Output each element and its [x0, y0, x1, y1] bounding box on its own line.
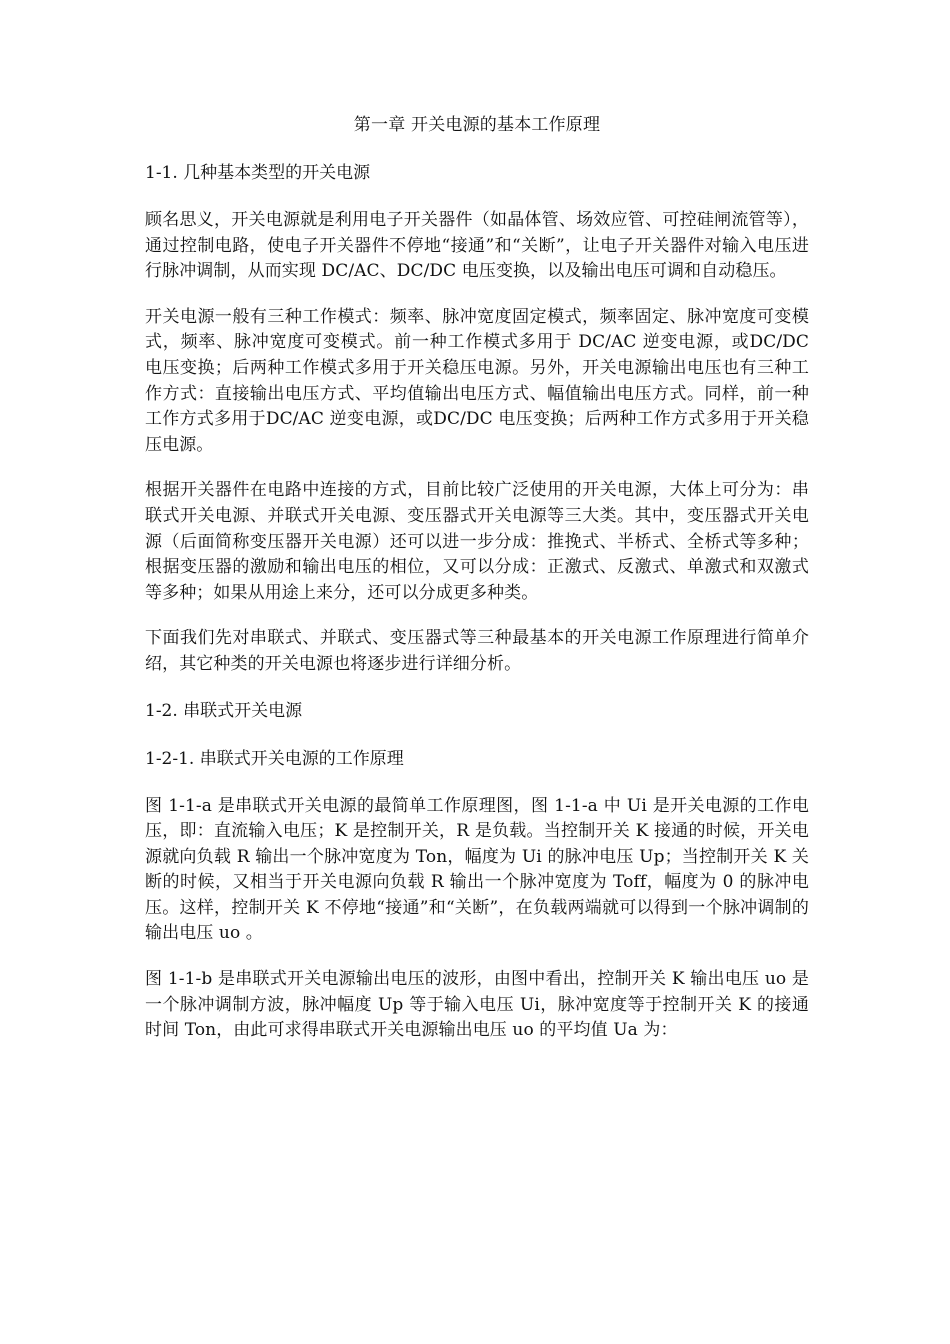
paragraph-2: 开关电源一般有三种工作模式：频率、脉冲宽度固定模式，频率固定、脉冲宽度可变模式，频率、脉冲宽度可变模式。前一种工作模式多用于 DC/AC 逆变电源，或DC/DC 电压变换；后两种工作模式多用于开关稳压电源。另外，开关电源输出电压也有三种工作方式：直接输出电压方式、平均值输出电压方式、幅值输出电压方式。同样，前一种工作方式多用于DC/AC 逆变电源，或DC/DC 电压变换；后两种工作方式多用于开关稳压电源。	[145, 306, 809, 455]
paragraph-3: 根据开关器件在电路中连接的方式，目前比较广泛使用的开关电源，大体上可分为：串联式开关电源、并联式开关电源、变压器式开关电源等三大类。其中，变压器式开关电源（后面简称变压器开关电源）还可以进一步分成：推挽式、半桥式、全桥式等多种；根据变压器的激励和输出电压的相位，又可以分成：正激式、反激式、单激式和双激式等多种；如果从用途上来分，还可以分成更多种类。	[145, 480, 809, 603]
chapter-title: 第一章 开关电源的基本工作原理	[353, 115, 601, 135]
paragraph-6: 图 1-1-b 是串联式开关电源输出电压的波形，由图中看出，控制开关 K 输出电压 uo 是一个脉冲调制方波，脉冲幅度 Up 等于输入电压 Ui，脉冲宽度等于控制开关 K 的接通时间 Ton，由此可求得串联式开关电源输出电压 uo 的平均值 Ua 为：	[145, 969, 809, 1041]
paragraph-5: 图 1-1-a 是串联式开关电源的最简单工作原理图，图 1-1-a 中 Ui 是开关电源的工作电压，即：直流输入电压；K 是控制开关，R 是负载。当控制开关 K 接通的时候，开关电源就向负载 R 输出一个脉冲宽度为 Ton，幅度为 Ui 的脉冲电压 Up；当控制开关 K 关断的时候，又相当于开关电源向负载 R 输出一个脉冲宽度为 Toff，幅度为 0 的脉冲电压。这样，控制开关 K 不停地“接通”和“关断”，在负载两端就可以得到一个脉冲调制的输出电压 uo 。	[145, 795, 809, 944]
section-heading-1-2: 1-2. 串联式开关电源	[145, 700, 303, 721]
section-heading-1-2-1: 1-2-1. 串联式开关电源的工作原理	[145, 748, 404, 769]
paragraph-4: 下面我们先对串联式、并联式、变压器式等三种最基本的开关电源工作原理进行简单介绍，其它种类的开关电源也将逐步进行详细分析。	[145, 628, 809, 674]
document-page	[145, 112, 809, 1064]
paragraph-1: 顾名思义，开关电源就是利用电子开关器件（如晶体管、场效应管、可控硅闸流管等），通过控制电路，使电子开关器件不停地“接通”和“关断”，让电子开关器件对输入电压进行脉冲调制，从而实现 DC/AC、DC/DC 电压变换，以及输出电压可调和自动稳压。	[145, 210, 809, 282]
section-heading-1-1: 1-1. 几种基本类型的开关电源	[145, 163, 371, 183]
